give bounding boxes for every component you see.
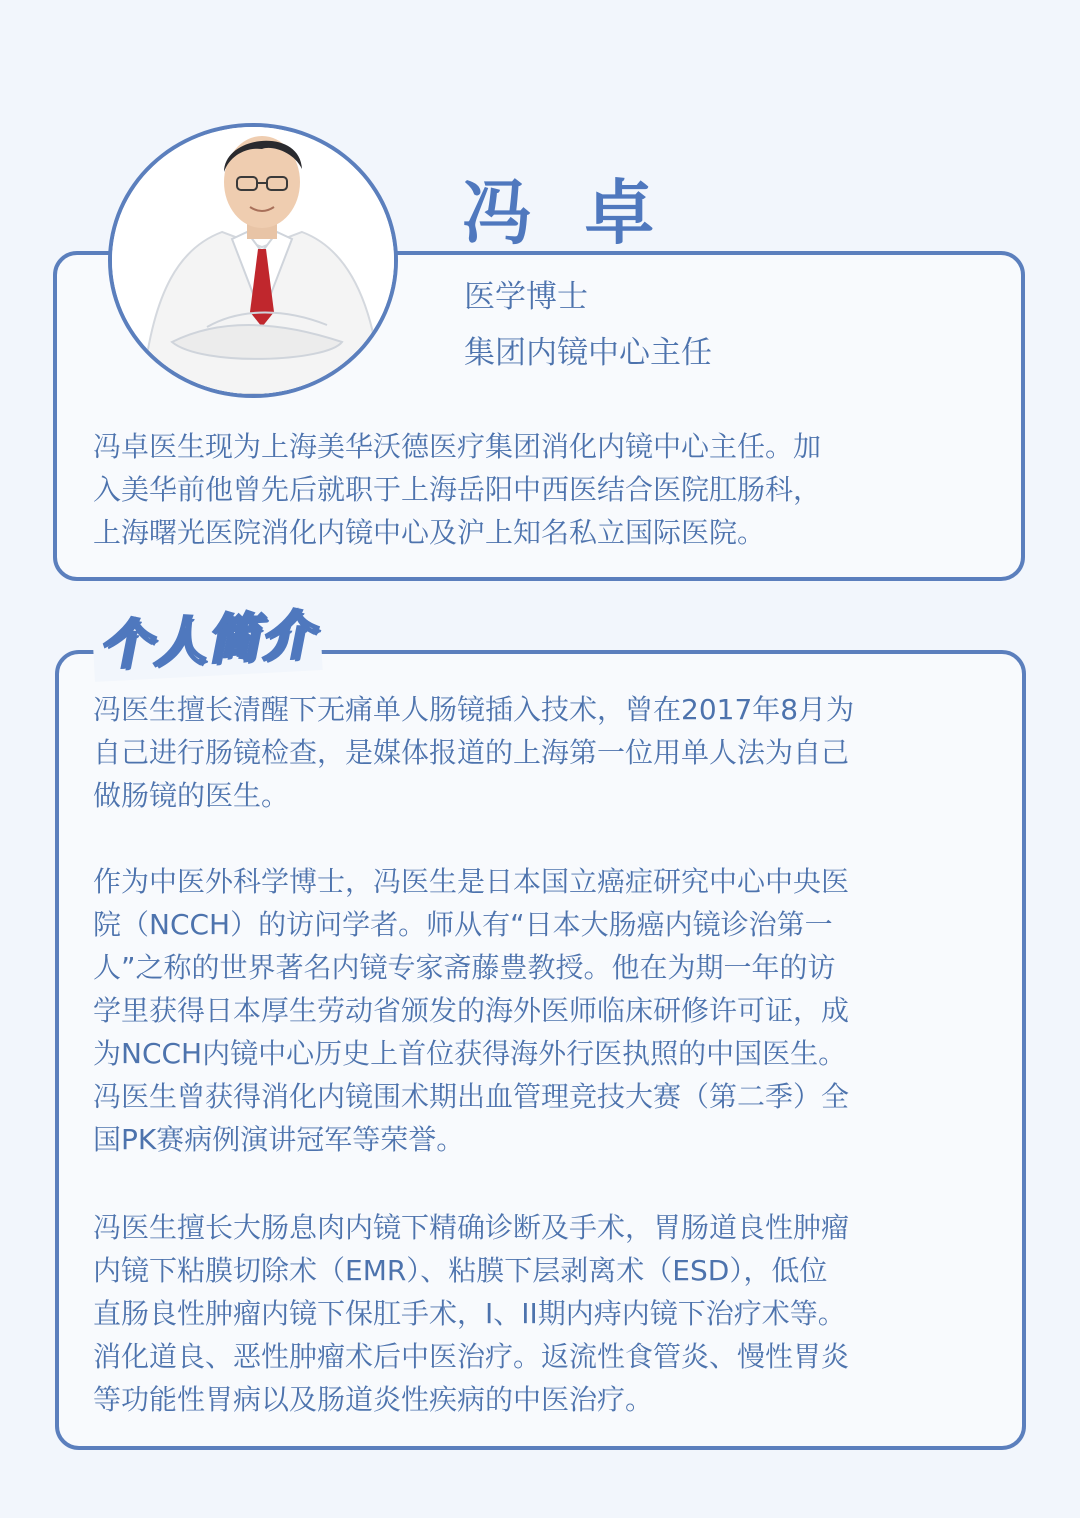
paragraph-line: 直肠良性肿瘤内镜下保肛手术，I、II期内痔内镜下治疗术等。 — [93, 1297, 846, 1330]
paragraph-line: 做肠镜的医生。 — [93, 779, 290, 812]
intro-line: 入美华前他曾先后就职于上海岳阳中西医结合医院肛肠科， — [93, 473, 822, 506]
intro-line: 冯卓医生现为上海美华沃德医疗集团消化内镜中心主任。加 — [93, 430, 822, 463]
paragraph-line: 自己进行肠镜检查，是媒体报道的上海第一位用单人法为自己 — [93, 736, 850, 769]
paragraph-line: 国PK赛病例演讲冠军等荣誉。 — [93, 1123, 465, 1156]
paragraph-line: 内镜下粘膜切除术（EMR）、粘膜下层剥离术（ESD），低位 — [93, 1254, 828, 1287]
intro-line: 上海曙光医院消化内镜中心及沪上知名私立国际医院。 — [93, 516, 766, 549]
paragraph-line: 冯医生曾获得消化内镜围术期出血管理竞技大赛（第二季）全 — [93, 1080, 850, 1113]
doctor-portrait-icon — [112, 127, 394, 394]
paragraph-line: 作为中医外科学博士，冯医生是日本国立癌症研究中心中央医 — [93, 865, 850, 898]
paragraph-line: 为NCCH内镜中心历史上首位获得海外行医执照的中国医生。 — [93, 1037, 847, 1070]
paragraph-line: 冯医生擅长清醒下无痛单人肠镜插入技术，曾在2017年8月为 — [93, 693, 855, 726]
profile-paragraph-3 — [93, 1206, 993, 1421]
doctor-avatar — [108, 123, 398, 398]
doctor-position: 集团内镜中心主任 — [464, 335, 712, 371]
paragraph-line: 院（NCCH）的访问学者。师从有“日本大肠癌内镜诊治第一 — [93, 908, 833, 941]
paragraph-line: 人”之称的世界著名内镜专家斋藤豊教授。他在为期一年的访 — [93, 951, 836, 984]
paragraph-line: 消化道良、恶性肿瘤术后中医治疗。返流性食管炎、慢性胃炎 — [93, 1340, 850, 1373]
intro-paragraph — [93, 425, 993, 554]
paragraph-line: 学里获得日本厚生劳动省颁发的海外医师临床研修许可证，成 — [93, 994, 850, 1027]
profile-paragraph-1 — [93, 688, 993, 817]
section-heading-profile: 个人简介 — [91, 600, 322, 682]
doctor-name: 冯 卓 — [462, 172, 669, 254]
doctor-degree: 医学博士 — [464, 279, 588, 315]
paragraph-line: 冯医生擅长大肠息肉内镜下精确诊断及手术，胃肠道良性肿瘤 — [93, 1211, 850, 1244]
profile-paragraph-2 — [93, 860, 993, 1161]
paragraph-line: 等功能性胃病以及肠道炎性疾病的中医治疗。 — [93, 1383, 654, 1416]
